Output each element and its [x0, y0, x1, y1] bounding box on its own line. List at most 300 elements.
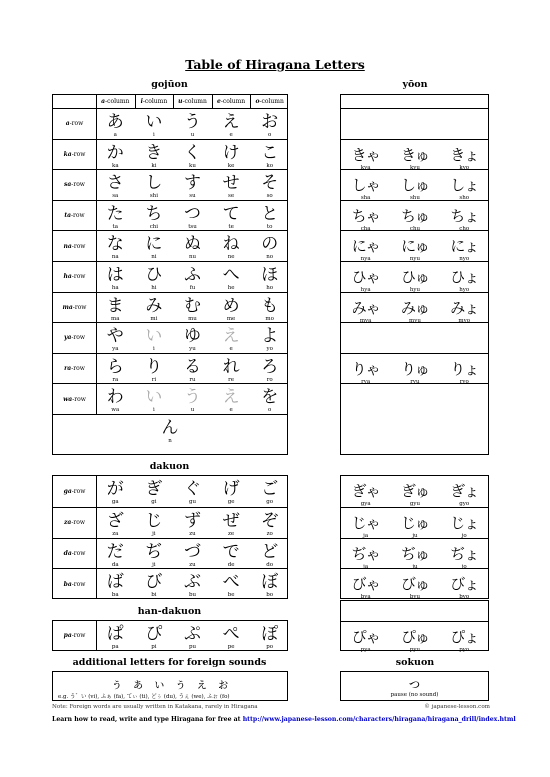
romaji: me — [226, 315, 236, 322]
kana-char: く — [183, 142, 201, 163]
kana-cell — [212, 293, 251, 323]
kana-cell — [212, 140, 251, 170]
romaji: gu — [188, 499, 197, 505]
kana-cell — [173, 170, 212, 200]
kana-char: じょ — [450, 513, 479, 532]
kana-char: す — [183, 173, 201, 194]
kana-char: きゃ — [351, 145, 380, 164]
kana-char: ぜ — [222, 510, 240, 531]
romaji: bu — [188, 592, 197, 599]
romaji: yo — [266, 346, 273, 353]
row-label — [53, 170, 96, 200]
kana-cell — [135, 170, 174, 200]
kana-cell — [96, 354, 135, 384]
romaji: ju — [412, 532, 418, 539]
kana-char: と — [261, 203, 279, 224]
kana-char: びゅ — [400, 575, 429, 594]
row-label-suffix: -row — [71, 365, 85, 373]
kana-char: あ — [106, 112, 124, 132]
kana-char: り — [145, 356, 163, 377]
kana-char: わ — [106, 387, 124, 408]
kana-char: ら — [106, 356, 124, 377]
romaji: i — [153, 346, 155, 353]
kana-char: む — [183, 295, 201, 316]
row-label — [53, 262, 96, 292]
romaji: nyo — [459, 256, 470, 263]
row-label-letters: sa — [64, 181, 72, 189]
kana-char: か — [106, 142, 124, 163]
kana-char: や — [106, 326, 124, 347]
kana-char: ぐ — [183, 479, 201, 499]
yoon-row-ma — [341, 292, 488, 323]
kana-cell — [96, 569, 135, 599]
column-header-letter: o — [255, 98, 260, 105]
row-label-suffix: -row — [71, 580, 86, 588]
yoon-cell — [440, 569, 489, 599]
row-label — [53, 539, 96, 569]
kana-char: ど — [261, 541, 279, 562]
kana-cell — [250, 508, 289, 538]
yoon-table — [340, 94, 489, 455]
romaji: pu — [188, 644, 197, 650]
kana-cell — [212, 384, 251, 414]
gojuon-row-na — [53, 230, 287, 261]
foreign-kana: ぅ ぁ ぃ ぅ ぇ ぉ — [110, 677, 230, 692]
kana-char: よ — [261, 326, 279, 347]
romaji: mi — [150, 315, 158, 322]
kana-cell — [173, 323, 212, 353]
romaji: nyu — [409, 256, 421, 263]
kana-char: ぢゅ — [400, 544, 429, 563]
kana-char: い — [145, 112, 163, 132]
romaji: po — [266, 644, 274, 650]
kana-char: ぺ — [222, 624, 240, 644]
kana-char: ん — [161, 418, 179, 438]
kana-char: ぎゅ — [400, 482, 429, 500]
kana-cell — [250, 476, 289, 507]
kana-cell — [173, 293, 212, 323]
handakuon-heading: han-dakuon — [137, 606, 202, 617]
row-label-suffix: -row — [71, 632, 86, 639]
row-label-suffix: -row — [71, 212, 85, 220]
kana-cell — [96, 508, 135, 538]
romaji: re — [228, 376, 235, 383]
yoon-cell — [341, 476, 390, 507]
row-label — [53, 293, 96, 323]
kana-cell — [135, 539, 174, 569]
romaji: pi — [151, 644, 157, 650]
kana-cell — [135, 231, 174, 261]
romaji: he — [227, 285, 235, 291]
kana-char: け — [222, 142, 240, 163]
romaji: su — [189, 193, 196, 200]
row-label — [53, 201, 96, 231]
yoon-cell — [440, 539, 489, 569]
kana-char: は — [106, 265, 124, 285]
kana-char: にゅ — [401, 237, 429, 256]
kana-char: ひゅ — [400, 268, 429, 286]
kana-char: い — [145, 326, 163, 347]
kana-char: しゃ — [351, 176, 380, 195]
kana-char: で — [222, 541, 240, 562]
kana-cell — [212, 231, 251, 261]
romaji: nya — [360, 256, 371, 263]
column-header-letter: i — [140, 98, 143, 105]
kana-cell — [173, 109, 212, 139]
romaji: mu — [188, 315, 197, 322]
handakuon-row-pa — [53, 621, 287, 650]
kana-cell — [250, 569, 289, 599]
kana-cell — [250, 262, 289, 292]
gojuon-row-wa — [53, 383, 287, 414]
romaji: pa — [111, 644, 119, 650]
kana-char: し — [145, 173, 163, 194]
column-header-o — [250, 95, 289, 108]
kana-char: げ — [222, 479, 240, 499]
kana-char: ぴょ — [450, 628, 479, 646]
romaji: myu — [409, 317, 421, 324]
footer-learn — [52, 716, 516, 723]
kana-char: も — [261, 295, 279, 316]
row-label-letters: ma — [62, 303, 73, 311]
kana-char: の — [261, 234, 279, 255]
column-header-suffix: -column — [182, 98, 207, 105]
kana-char: ち — [145, 203, 163, 224]
kana-char: び — [145, 572, 163, 593]
yoon-row-ya — [341, 322, 488, 353]
romaji: ga — [111, 499, 119, 505]
kana-char: ぎゃ — [351, 482, 380, 500]
romaji: gyo — [459, 501, 470, 507]
kana-cell — [250, 384, 289, 414]
kana-char: じゅ — [400, 513, 429, 532]
kana-char: に — [145, 234, 163, 255]
romaji: ja — [363, 532, 369, 539]
kana-char: へ — [222, 265, 240, 285]
yoon-cell — [390, 201, 439, 231]
kana-cell — [250, 354, 289, 384]
yoon-cell — [341, 508, 390, 538]
column-header-suffix: -column — [105, 98, 130, 105]
romaji: gyu — [409, 501, 421, 507]
romaji: hi — [151, 285, 157, 291]
kana-char: ひょ — [450, 268, 479, 286]
column-header-e — [212, 95, 251, 108]
kana-char: ろ — [261, 356, 279, 377]
kana-cell — [173, 476, 212, 507]
kana-cell — [135, 476, 174, 507]
romaji: ryo — [459, 378, 469, 385]
kana-cell — [135, 293, 174, 323]
kana-cell — [250, 201, 289, 231]
yoon-cell — [341, 231, 390, 261]
kana-cell — [96, 231, 135, 261]
kana-char: だ — [106, 541, 124, 562]
romaji: mo — [265, 315, 274, 322]
kana-cell — [250, 109, 289, 139]
footer-link[interactable]: http://www.japanese-lesson.com/characters/hiragana/hiragana_drill/index.html — [242, 716, 516, 723]
handakuon-yoon-table — [340, 600, 489, 651]
kana-char: ぽ — [261, 624, 279, 644]
dakuon-row-da — [53, 538, 287, 569]
romaji: sho — [459, 195, 470, 202]
kana-char: びょ — [450, 575, 479, 594]
romaji: te — [228, 223, 234, 230]
kana-char: ちゃ — [351, 206, 380, 225]
yoon-row-sa — [341, 169, 488, 200]
kana-char: ちょ — [450, 206, 479, 225]
kana-char: ず — [183, 510, 201, 531]
row-label — [53, 621, 96, 650]
romaji: e — [229, 407, 233, 414]
romaji: se — [228, 193, 235, 200]
romaji: shi — [149, 193, 158, 200]
kana-char: ご — [261, 479, 279, 499]
kana-char: た — [106, 203, 124, 224]
kana-cell — [212, 539, 251, 569]
romaji: hyo — [459, 287, 470, 293]
yoon-heading: yōon — [402, 79, 428, 90]
kana-cell — [250, 231, 289, 261]
kana-cell — [96, 109, 135, 139]
kana-char: しょ — [450, 176, 479, 195]
kana-cell — [96, 293, 135, 323]
romaji: e — [229, 346, 233, 353]
yoon-cell — [440, 508, 489, 538]
romaji: ta — [112, 223, 119, 230]
romaji: ma — [111, 315, 120, 322]
yoon-cell — [440, 140, 489, 170]
kana-char: じ — [145, 510, 163, 531]
romaji: go — [266, 499, 274, 505]
row-label — [53, 354, 96, 384]
row-label-suffix: -row — [71, 273, 86, 281]
kana-cell — [96, 262, 135, 292]
yoon-cell — [440, 622, 489, 651]
yoon-cell — [390, 476, 439, 507]
kana-cell — [250, 323, 289, 353]
yoon-cell — [390, 508, 439, 538]
kana-char: お — [261, 112, 279, 132]
column-header-suffix: -column — [259, 98, 284, 105]
gojuon-heading: gojūon — [151, 79, 188, 90]
kana-char: れ — [222, 356, 240, 377]
sokuon-box — [340, 671, 489, 701]
romaji: pyo — [459, 647, 470, 653]
romaji: ha — [111, 285, 119, 291]
romaji: e — [229, 132, 233, 138]
column-header-letter: u — [178, 98, 183, 105]
gojuon-row-a — [53, 108, 287, 139]
row-label — [53, 569, 96, 599]
kana-cell — [173, 569, 212, 599]
romaji: rya — [361, 378, 371, 385]
row-label-suffix: -row — [71, 519, 85, 527]
dakuon-table — [52, 475, 288, 599]
kana-char: にゃ — [351, 237, 380, 256]
handakuon-yoon-spacer — [341, 601, 488, 621]
kana-char: べ — [222, 572, 240, 593]
kana-cell — [212, 262, 251, 292]
row-label-letters: ba — [63, 580, 72, 588]
dakuon-yoon-row-za — [341, 507, 488, 538]
kana-char: ま — [106, 295, 124, 316]
kana-char: ぢ — [145, 541, 163, 562]
kana-cell — [212, 323, 251, 353]
yoon-cell — [341, 201, 390, 231]
kana-char: きゅ — [400, 145, 429, 164]
row-label-letters: a — [65, 120, 70, 128]
kana-cell — [135, 140, 174, 170]
romaji: i — [153, 407, 155, 414]
kana-cell — [212, 354, 251, 384]
column-header-i — [135, 95, 174, 108]
column-header-suffix: -column — [142, 98, 168, 105]
kana-cell — [250, 170, 289, 200]
yoon-cell — [390, 569, 439, 599]
kana-char: ぴゅ — [400, 628, 429, 646]
kana-cell — [212, 621, 251, 650]
kana-char: せ — [222, 173, 240, 194]
romaji: bo — [266, 592, 274, 599]
kana-cell — [250, 293, 289, 323]
sokuon-label: pause (no sound) — [390, 692, 439, 698]
row-label — [53, 476, 96, 507]
kana-char: え — [222, 326, 240, 347]
romaji: sa — [112, 193, 119, 200]
row-label-suffix: -row — [71, 181, 85, 189]
gojuon-row-ma — [53, 292, 287, 323]
kana-char: ふ — [183, 265, 201, 285]
romaji: na — [111, 254, 119, 261]
romaji: sha — [360, 195, 371, 202]
yoon-cell — [341, 622, 390, 651]
kana-char: な — [106, 234, 124, 255]
kana-char: みゅ — [400, 298, 429, 317]
romaji: chu — [409, 225, 421, 232]
kana-char: ぞ — [261, 510, 279, 531]
kana-char: る — [183, 356, 201, 377]
dakuon-yoon-row-da — [341, 538, 488, 569]
kana-char: み — [145, 295, 163, 316]
row-label-suffix: -row — [69, 120, 84, 128]
romaji: zu — [189, 530, 196, 537]
dakuon-row-ga — [53, 476, 287, 507]
romaji: ge — [227, 499, 235, 505]
romaji: ri — [151, 376, 157, 383]
kana-char: しゅ — [400, 176, 429, 195]
kana-cell — [173, 539, 212, 569]
kana-char: りゃ — [351, 359, 380, 378]
kana-char: りゅ — [400, 359, 429, 378]
romaji: ka — [111, 162, 119, 169]
kana-char: ぎ — [145, 479, 163, 499]
row-label-letters: ya — [63, 334, 72, 342]
sokuon-kana: っ — [406, 674, 422, 692]
romaji: i — [153, 132, 155, 138]
kana-char: りょ — [450, 359, 479, 378]
romaji: cha — [360, 225, 371, 232]
romaji: za — [112, 530, 119, 537]
row-label — [53, 508, 96, 538]
kana-cell — [212, 476, 251, 507]
romaji: bi — [151, 592, 157, 599]
kana-cell — [135, 323, 174, 353]
romaji: ju — [412, 563, 418, 570]
row-label — [53, 384, 96, 414]
kana-cell — [96, 323, 135, 353]
footer-learn-text: Learn how to read, write and type Hiragana for free at — [52, 716, 241, 723]
romaji: ra — [112, 376, 119, 383]
column-header-a — [96, 95, 135, 108]
kana-char: う — [183, 387, 201, 408]
romaji: no — [266, 254, 274, 261]
kana-cell — [135, 384, 174, 414]
handakuon-table — [52, 620, 288, 651]
kana-char: ぶ — [183, 572, 201, 593]
kana-char: ね — [222, 234, 240, 255]
kana-char: みょ — [450, 298, 479, 317]
yoon-cell — [341, 569, 390, 599]
yoon-cell — [390, 170, 439, 200]
romaji: gi — [151, 499, 157, 505]
kana-cell — [173, 508, 212, 538]
romaji: myo — [458, 317, 471, 324]
kana-char: う — [183, 112, 201, 132]
romaji: ba — [111, 592, 119, 599]
dakuon-yoon-row-ba — [341, 568, 488, 599]
romaji: pya — [360, 647, 371, 653]
romaji: u — [190, 407, 195, 414]
gojuon-row-ya — [53, 322, 287, 353]
kana-cell — [135, 354, 174, 384]
row-label — [53, 109, 96, 139]
romaji: kyo — [459, 164, 470, 171]
column-header-u — [173, 95, 212, 108]
kana-cell — [96, 201, 135, 231]
romaji: byo — [459, 594, 470, 601]
kana-char: が — [106, 479, 124, 499]
kana-char: ぬ — [183, 234, 201, 255]
row-label — [53, 140, 96, 170]
dakuon-row-ba — [53, 568, 287, 599]
kana-char: ぷ — [183, 624, 201, 644]
kana-char: ざ — [106, 510, 124, 531]
yoon-cell — [390, 539, 439, 569]
kana-cell — [212, 170, 251, 200]
kana-char: え — [222, 112, 240, 132]
yoon-cell — [390, 231, 439, 261]
kana-char: ぎょ — [450, 482, 479, 500]
kana-cell — [212, 569, 251, 599]
romaji: so — [266, 193, 273, 200]
yoon-cell — [341, 262, 390, 292]
romaji: shu — [409, 195, 420, 202]
kana-char: ぱ — [106, 624, 124, 644]
yoon-cell — [440, 354, 489, 384]
handakuon-yoon-row-pa — [341, 621, 488, 651]
foreign-example: e.g. う゛い (vi), ふぁ (fa), てぃ (ti), どぅ (du), うぇ (we), ふぉ (fo) — [58, 694, 230, 700]
kana-cell — [96, 140, 135, 170]
romaji: ya — [112, 346, 119, 353]
kana-char: づ — [183, 541, 201, 562]
romaji: hya — [360, 287, 371, 293]
column-header-letter: e — [217, 98, 221, 105]
kana-cell — [135, 201, 174, 231]
kana-cell — [96, 539, 135, 569]
gojuon-row-ra — [53, 353, 287, 384]
kana-cell — [173, 354, 212, 384]
